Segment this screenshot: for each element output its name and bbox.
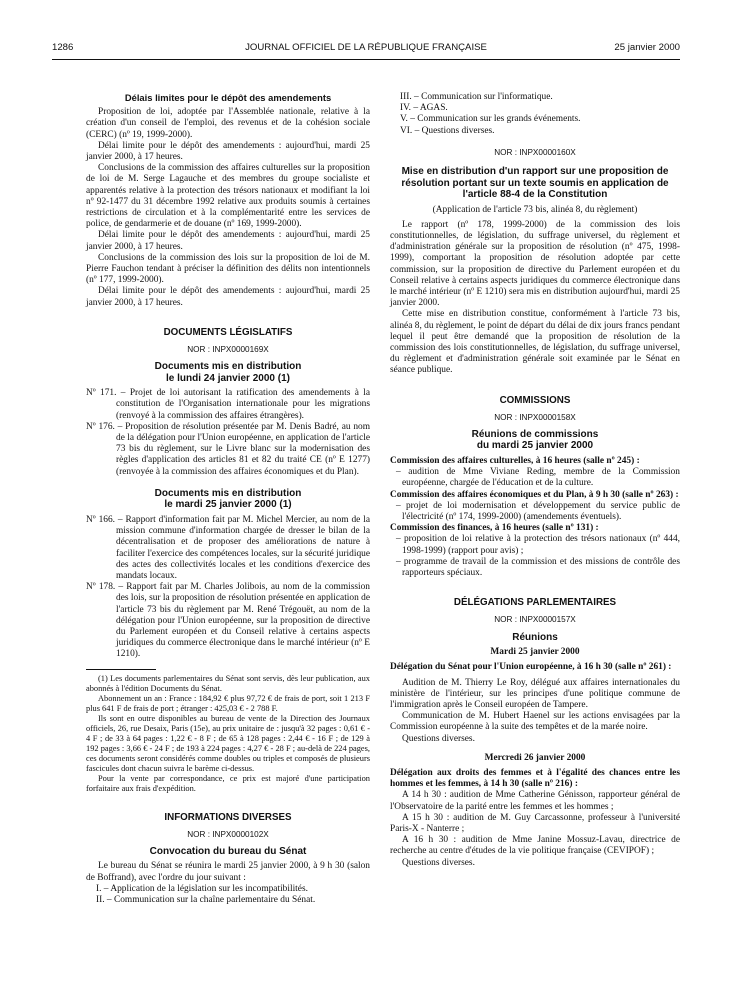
- section-title-delegations: DÉLÉGATIONS PARLEMENTAIRES: [453, 597, 617, 609]
- agenda-item: III. – Communication sur l'informatique.: [400, 92, 553, 102]
- nor-reference: NOR : INPX0000158X: [494, 412, 576, 422]
- footnote: Pour la vente par correspondance, ce prix est majoré d'une participation forfaitaire aux frais d'expédition.: [86, 773, 370, 793]
- agenda-item: II. – Communication sur la chaîne parlementaire du Sénat.: [96, 895, 316, 906]
- right-column: [390, 92, 680, 869]
- section-title-informations-diverses: INFORMATIONS DIVERSES: [164, 811, 292, 823]
- footnote: Abonnement un an : France : 184,92 € plus 97,72 € de frais de port, soit 1 213 F plus 641 F de frais de port ; étranger : 425,03 € - 2 788 F.: [86, 693, 370, 713]
- footnote: Ils sont en outre disponibles au bureau de vente de la Direction des Journaux officiels, 26, rue Desaix, Paris (15e), au prix unitaire de : jusqu'à 32 pages : 0,61 € - 4 F ; de 33 à 64 pages : 1,22 € - 8 F ; de 65 à 128 pages : 2,44 € - 16 F ; de 129 à 192 pages : 3,66 € - 24 F ; de 193 à 224 pages : 4,27 € - 28 F ; au-delà de 224 pages, ces documents seront considérés comme doubles ou triples et composés de plusieurs fascicules dont chacun suivra le barème ci-dessus.: [86, 713, 370, 773]
- commission-heading: Commission des finances, à 16 heures (salle nº 131) :: [390, 523, 599, 534]
- commission-heading: Commission des affaires culturelles, à 16 heures (salle nº 245) :: [390, 455, 640, 466]
- docs2-title: Documents mis en distribution: [154, 487, 302, 499]
- commission-item: – proposition de loi relative à la protection des trésors nationaux (nº 444, 1998-1999) (rapport pour avis) ;: [396, 534, 680, 556]
- mise-distribution-subtitle: (Application de l'article 73 bis, alinéa 8, du règlement): [432, 204, 638, 215]
- issue-date: 25 janvier 2000: [614, 42, 680, 53]
- document-item: Nº 178. – Rapport fait par M. Charles Jolibois, au nom de la commission des lois, sur la proposition de résolution présentée en application de l'article 73 bis du règlement par M. René Trégouët, au nom de la délégation pour l'Union européenne, sur la proposition de directive du Parlement européen et du Conseil relative à certains aspects juridiques du commerce électronique dans le marché intérieur (nº E 1210).: [86, 582, 370, 660]
- day-heading: Mercredi 26 janvier 2000: [484, 752, 586, 763]
- docs1-title: Documents mis en distribution: [154, 361, 302, 373]
- agenda-item: I. – Application de la législation sur les incompatibilités.: [96, 883, 308, 894]
- page-number: 1286: [52, 42, 74, 53]
- delais-para: Délai limite pour le dépôt des amendements : aujourd'hui, mardi 25 janvier 2000, à 17 heures.: [86, 230, 370, 252]
- section-title-commissions: COMMISSIONS: [499, 394, 571, 406]
- header-rule: [52, 59, 680, 60]
- mise-para: Le rapport (nº 178, 1999-2000) de la commission des lois constitutionnelles, de législation, du suffrage universel, du règlement et d'administration générale sur la proposition de résolution (nº 475, 1998-1999), comportant la proposition de résolution adoptée par cette commission, sur la proposition de directive du Parlement européen et du Conseil relative à certains aspects juridiques du commerce électronique dans le marché intérieur (nº E 1210) sera mis en distribution aujourd'hui, mardi 25 janvier 2000.: [390, 219, 680, 309]
- commission-heading: Commission des affaires économiques et du Plan, à 9 h 30 (salle nº 263) :: [390, 489, 679, 500]
- commission-item: – projet de loi modernisation et développement du service public de l'électricité (nº 174, 1999-2000) (amendements éventuels).: [396, 500, 680, 522]
- document-item: Nº 176. – Proposition de résolution présentée par M. Denis Badré, au nom de la délégation pour l'Union européenne, en application de l'article 73 bis du règlement, sur le Livre blanc sur la modernisation des règles d'application des articles 81 et 82 du traité CE (nº E 1277) (renvoyée à la commission des affaires économiques et du Plan).: [86, 421, 370, 477]
- delais-para: Conclusions de la commission des lois sur la proposition de loi de M. Pierre Fauchon tendant à préciser la définition des délits non intentionnels (nº 177, 1999-2000).: [86, 252, 370, 286]
- reunions-title: Réunions de commissions: [471, 428, 599, 440]
- page-header: [52, 42, 680, 56]
- reunions-heading: Réunions: [512, 631, 558, 643]
- delais-title: Délais limites pour le dépôt des amendements: [124, 92, 332, 103]
- journal-title: JOURNAL OFFICIEL DE LA RÉPUBLIQUE FRANÇAISE: [245, 42, 487, 53]
- convocation-text: Le bureau du Sénat se réunira le mardi 25 janvier 2000, à 9 h 30 (salon de Boffrand), avec l'ordre du jour suivant :: [86, 861, 370, 883]
- docs1-date: le lundi 24 janvier 2000 (1): [166, 372, 290, 384]
- delegation-para: A 14 h 30 : audition de Mme Catherine Génisson, rapporteur général de l'Observatoire de la parité entre les femmes et les hommes ;: [390, 790, 680, 812]
- day-heading: Mardi 25 janvier 2000: [490, 647, 580, 658]
- delegation-para: A 16 h 30 : audition de Mme Janine Mossuz-Lavau, directrice de recherche au centre d'études de la vie politique française (CEVIPOF) ;: [390, 835, 680, 857]
- commission-item: – audition de Mme Viviane Reding, membre de la Commission européenne, chargée de l'éducation et de la culture.: [396, 467, 680, 489]
- document-item: Nº 166. – Rapport d'information fait par M. Michel Mercier, au nom de la mission commune d'information chargée de dresser le bilan de la décentralisation et de proposer des améliorations de nature à faciliter l'exercice des compétences locales, sur la sécurité juridique des actes des collectivités locales et les conditions d'exercice des mandats locaux.: [86, 514, 370, 581]
- agenda-item: V. – Communication sur les grands événements.: [400, 114, 581, 125]
- commission-item: – programme de travail de la commission et des missions de contrôle des rapporteurs spéciaux.: [396, 556, 680, 578]
- reunions-date: du mardi 25 janvier 2000: [476, 440, 594, 452]
- delais-para: Conclusions de la commission des affaires culturelles sur la proposition de loi de M. Serge Lagauche et des membres du groupe socialiste et apparentés relative à la protection des trésors nationaux et modifiant la loi nº 92-1477 du 31 décembre 1992 relative aux produits soumis à certaines restrictions de circulation et à la complémentarité entre les services de police, de gendarmerie et de douane (nº 169, 1999-2000).: [86, 163, 370, 230]
- document-item: Nº 171. – Projet de loi autorisant la ratification des amendements à la constitution de l'Organisation internationale pour les migrations (renvoyé à la commission des affaires étrangères).: [86, 388, 370, 421]
- convocation-title: Convocation du bureau du Sénat: [149, 845, 307, 857]
- footnote: (1) Les documents parlementaires du Sénat sont servis, dès leur publication, aux abonnés à l'édition Documents du Sénat.: [86, 673, 370, 693]
- nor-reference: NOR : INPX0000160X: [494, 147, 576, 157]
- delegation-heading: Délégation aux droits des femmes et à l'égalité des chances entre les hommes et les femmes, à 14 h 30 (salle nº 216) :: [390, 767, 680, 790]
- docs2-date: le mardi 25 janvier 2000 (1): [164, 499, 292, 511]
- delegation-para: A 15 h 30 : audition de M. Guy Carcassonne, professeur à l'université Paris-X - Nanterre ;: [390, 812, 680, 834]
- nor-reference: NOR : INPX0000102X: [187, 829, 269, 839]
- agenda-item: IV. – AGAS.: [400, 103, 448, 114]
- delais-para: Délai limite pour le dépôt des amendements : aujourd'hui, mardi 25 janvier 2000, à 17 heures.: [86, 140, 370, 163]
- delegation-para: Questions diverses.: [402, 733, 475, 744]
- mise-distribution-title: Mise en distribution d'un rapport sur une proposition de résolution portant sur un texte soumis en application de l'article 88-4 de la Constitution: [401, 166, 669, 201]
- delegation-para: Communication de M. Hubert Haenel sur les actions envisagées par la Commission européenne à la suite des tempêtes et de la marée noire.: [390, 711, 680, 733]
- delegation-heading: Délégation du Sénat pour l'Union européenne, à 16 h 30 (salle nº 261) :: [390, 662, 672, 673]
- delegation-para: Audition de M. Thierry Le Roy, délégué aux affaires internationales du ministère de l'intérieur, sur les principes d'une politique commune de l'immigration après le Conseil européen de Tampere.: [390, 677, 680, 710]
- section-title-documents-legislatifs: DOCUMENTS LÉGISLATIFS: [163, 326, 293, 338]
- nor-reference: NOR : INPX0000157X: [494, 615, 576, 625]
- footnote-rule: [86, 669, 156, 670]
- agenda-item: VI. – Questions diverses.: [400, 125, 495, 136]
- footnotes: [86, 674, 370, 794]
- delegation-para: Questions diverses.: [402, 857, 475, 868]
- mise-para: Cette mise en distribution constitue, conformément à l'article 73 bis, alinéa 8, du règlement, le point de départ du délai de dix jours francs pendant lequel il peut être demandé que la proposition de résolution de la commission des lois constitutionnelles, de législation, du suffrage universel, du règlement et d'administration générale soit examinée par le Sénat en séance publique.: [390, 309, 680, 376]
- left-column: [86, 92, 370, 906]
- delais-para: Proposition de loi, adoptée par l'Assemblée nationale, relative à la création d'un conseil de l'emploi, des revenus et de la cohésion sociale (CERC) (nº 19, 1999-2000).: [86, 107, 370, 140]
- nor-reference: NOR : INPX0000169X: [187, 345, 269, 355]
- delais-para: Délai limite pour le dépôt des amendements : aujourd'hui, mardi 25 janvier 2000, à 17 heures.: [86, 286, 370, 308]
